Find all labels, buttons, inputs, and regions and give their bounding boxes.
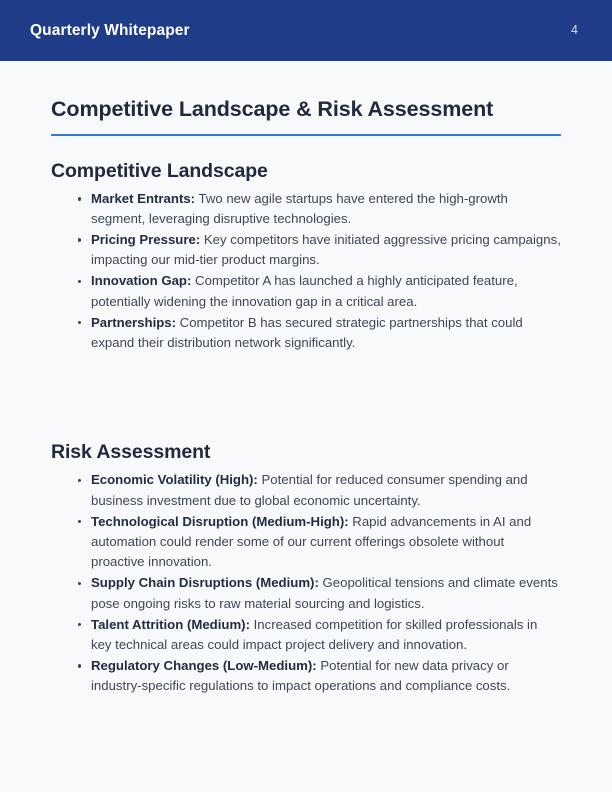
list-item — [81, 230, 561, 271]
section-heading: Risk Assessment — [51, 441, 211, 464]
list-item — [81, 656, 561, 697]
section-heading: Competitive Landscape — [51, 159, 268, 182]
document-content — [0, 61, 612, 697]
list-item-text: Competitor A has launched a highly anticipated feature, potentially widening the innovation gap in a critical area. — [91, 273, 518, 309]
list-item-text: Increased competition for skilled professionals in key technical areas could impact project delivery and innovation. — [91, 616, 538, 652]
list-item — [81, 573, 561, 614]
list-item-label: Pricing Pressure: — [91, 231, 201, 247]
list-item-text: Competitor B has secured strategic partnerships that could expand their distribution network significantly. — [91, 314, 523, 350]
list-item-text: Rapid advancements in AI and automation could render some of our current offerings obsolete without proactive innovation. — [91, 513, 532, 570]
list-item-text: Geopolitical tensions and climate events pose ongoing risks to raw material sourcing and logistics. — [91, 575, 558, 611]
page-header — [0, 0, 612, 61]
list-item-label: Partnerships: — [91, 314, 177, 330]
list-item — [81, 313, 561, 354]
list-item-text: Key competitors have initiated aggressive pricing campaigns, impacting our mid-tier product margins. — [91, 231, 561, 268]
page-title: Competitive Landscape & Risk Assessment — [51, 97, 494, 121]
list-item — [81, 271, 561, 312]
list-item — [81, 615, 561, 656]
list-item-text: Potential for reduced consumer spending and business investment due to global economic uncertainty. — [91, 472, 528, 508]
title-underline-rule — [51, 134, 561, 136]
list-item-text: Potential for new data privacy or industry-specific regulations to impact operations and compliance costs. — [91, 657, 511, 694]
header-title: Quarterly Whitepaper — [30, 21, 190, 39]
page-number: 4 — [571, 23, 578, 38]
section-risk-assessment — [51, 441, 561, 696]
list-item — [81, 470, 561, 511]
list-item-label: Regulatory Changes (Low-Medium): — [91, 657, 317, 673]
list-item-label: Innovation Gap: — [91, 273, 192, 289]
list-item-label: Market Entrants: — [91, 190, 196, 206]
list-item-label: Technological Disruption (Medium-High): — [91, 513, 349, 529]
competitive-landscape-list — [51, 189, 561, 354]
list-item-label: Supply Chain Disruptions (Medium): — [91, 575, 319, 591]
list-item-label: Economic Volatility (High): — [91, 472, 258, 488]
list-item — [81, 512, 561, 573]
list-item — [81, 189, 561, 230]
list-item-text: Two new agile startups have entered the high-growth segment, leveraging disruptive technologies. — [91, 190, 508, 227]
list-item-label: Talent Attrition (Medium): — [91, 616, 250, 632]
section-competitive-landscape — [51, 160, 561, 354]
risk-assessment-list — [51, 470, 561, 696]
